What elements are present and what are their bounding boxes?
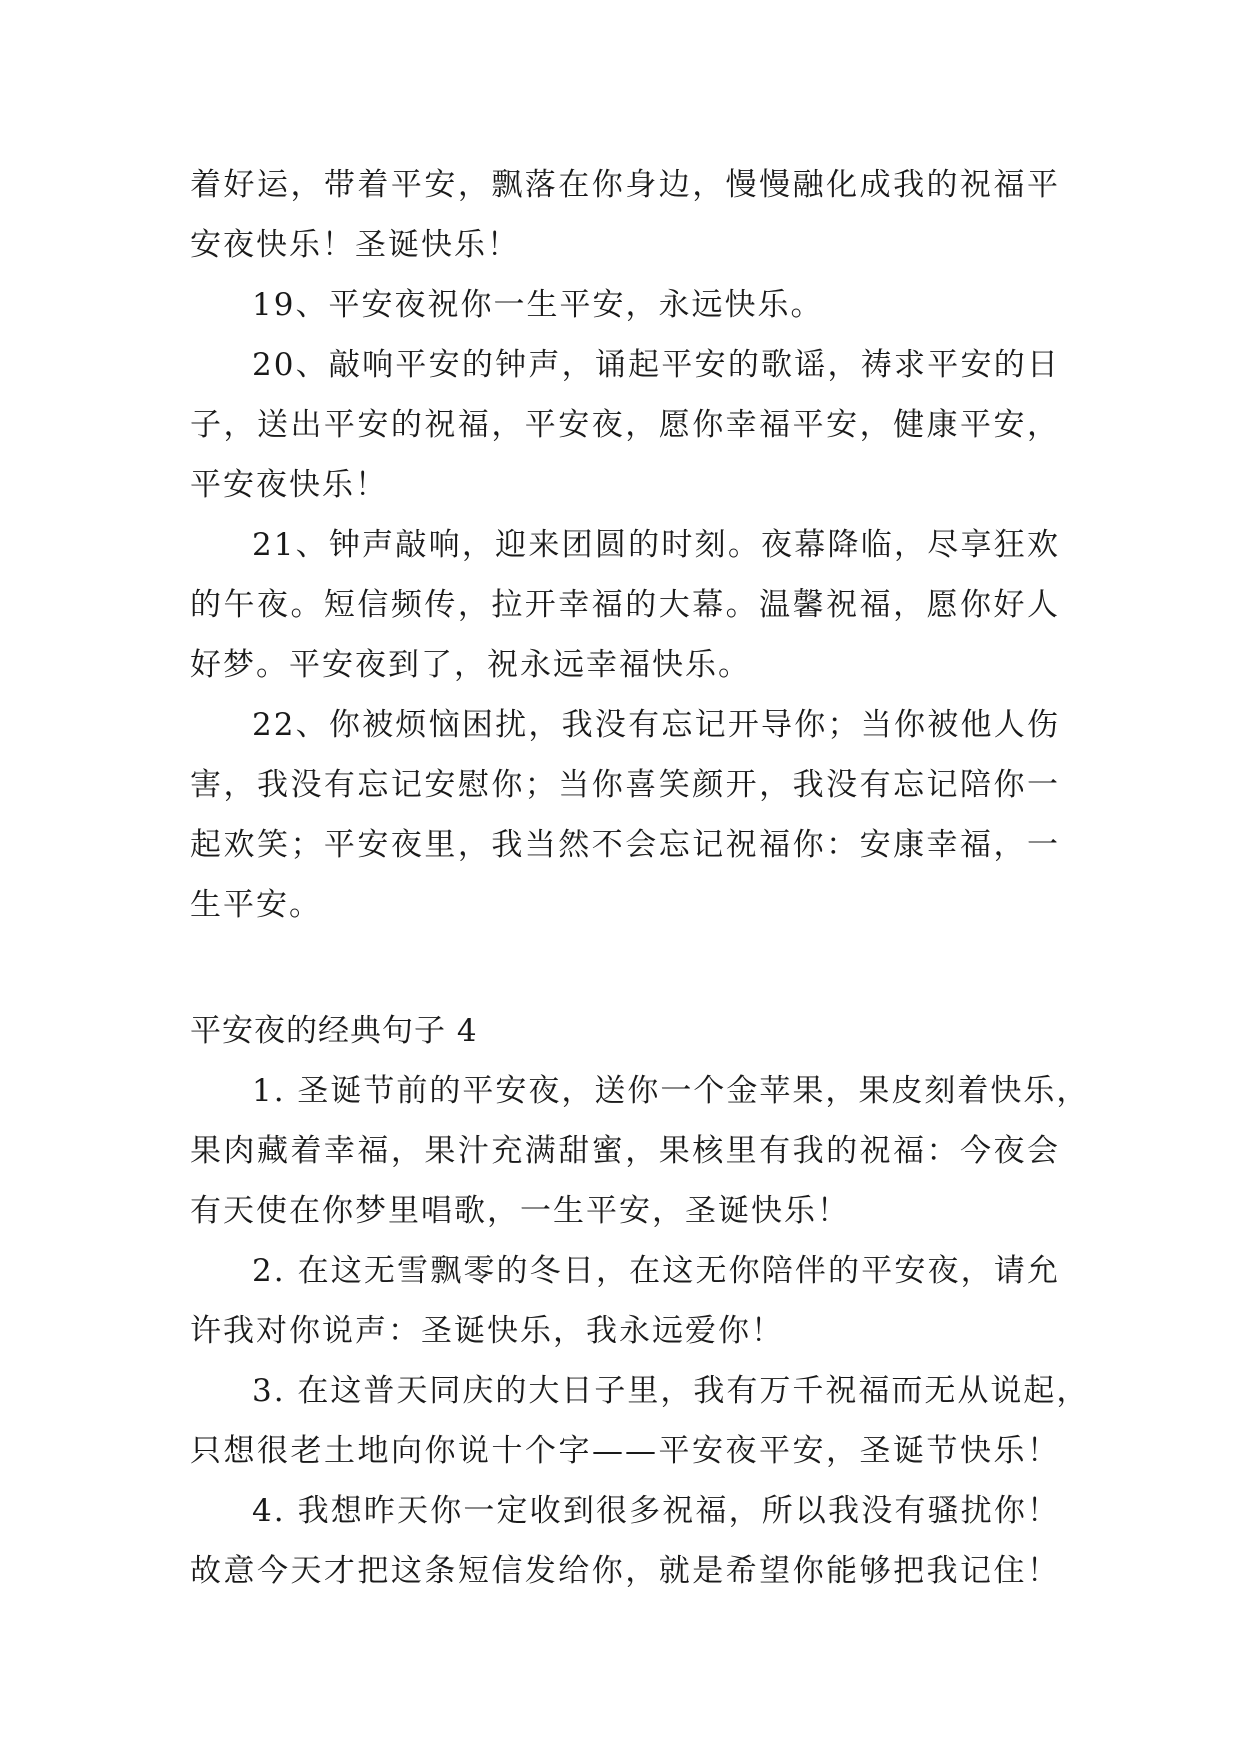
paragraph-item-3 [190,1361,1090,1481]
text-line: 只想很老土地向你说十个字——平安夜平安，圣诞节快乐！ [190,1433,1060,1469]
text-line: 故意今天才把这条短信发给你，就是希望你能够把我记住！ [190,1553,1060,1589]
text-line: 许我对你说声：圣诞快乐，我永远爱你！ [190,1313,784,1349]
text-line: 果肉藏着幸福，果汁充满甜蜜，果核里有我的祝福：今夜会 [190,1133,1060,1169]
section-heading: 平安夜的经典句子 4 [190,1013,478,1049]
document-page [190,155,1090,1601]
text-line: 起欢笑；平安夜里，我当然不会忘记祝福你：安康幸福，一 [190,827,1060,863]
text-line: 害，我没有忘记安慰你；当你喜笑颜开，我没有忘记陪你一 [190,767,1060,803]
text-line: 1. 圣诞节前的平安夜，送你一个金苹果，果皮刻着快乐， [252,1073,1090,1109]
paragraph-item-4 [190,1481,1060,1601]
text-line: 19、平安夜祝你一生平安，永远快乐。 [252,287,824,323]
text-line: 平安夜快乐！ [190,467,388,503]
text-line: 好梦。平安夜到了，祝永远幸福快乐。 [190,647,751,683]
paragraph-item-2 [190,1241,1060,1361]
paragraph-19 [190,275,1060,335]
paragraph-22 [190,695,1060,935]
text-line: 子，送出平安的祝福，平安夜，愿你幸福平安，健康平安， [190,407,1060,443]
text-line: 安夜快乐！圣诞快乐！ [190,227,520,263]
text-line: 着好运，带着平安，飘落在你身边，慢慢融化成我的祝福平 [190,167,1060,203]
paragraph-continuation [190,155,1060,275]
paragraph-20 [190,335,1060,515]
text-line: 21、钟声敲响，迎来团圆的时刻。夜幕降临，尽享狂欢 [252,527,1060,563]
section-spacer [190,935,1060,1001]
paragraph-item-1 [190,1061,1090,1241]
text-line: 有天使在你梦里唱歌，一生平安，圣诞快乐！ [190,1193,850,1229]
paragraph-21 [190,515,1060,695]
text-line: 生平安。 [190,887,322,923]
text-line: 20、敲响平安的钟声，诵起平安的歌谣，祷求平安的日 [252,347,1060,383]
text-line: 3. 在这普天同庆的大日子里，我有万千祝福而无从说起， [252,1373,1090,1409]
text-line: 2. 在这无雪飘零的冬日，在这无你陪伴的平安夜，请允 [252,1253,1060,1289]
text-line: 22、你被烦恼困扰，我没有忘记开导你；当你被他人伤 [252,707,1060,743]
text-line: 4. 我想昨天你一定收到很多祝福，所以我没有骚扰你！ [252,1493,1060,1529]
text-line: 的午夜。短信频传，拉开幸福的大幕。温馨祝福，愿你好人 [190,587,1060,623]
